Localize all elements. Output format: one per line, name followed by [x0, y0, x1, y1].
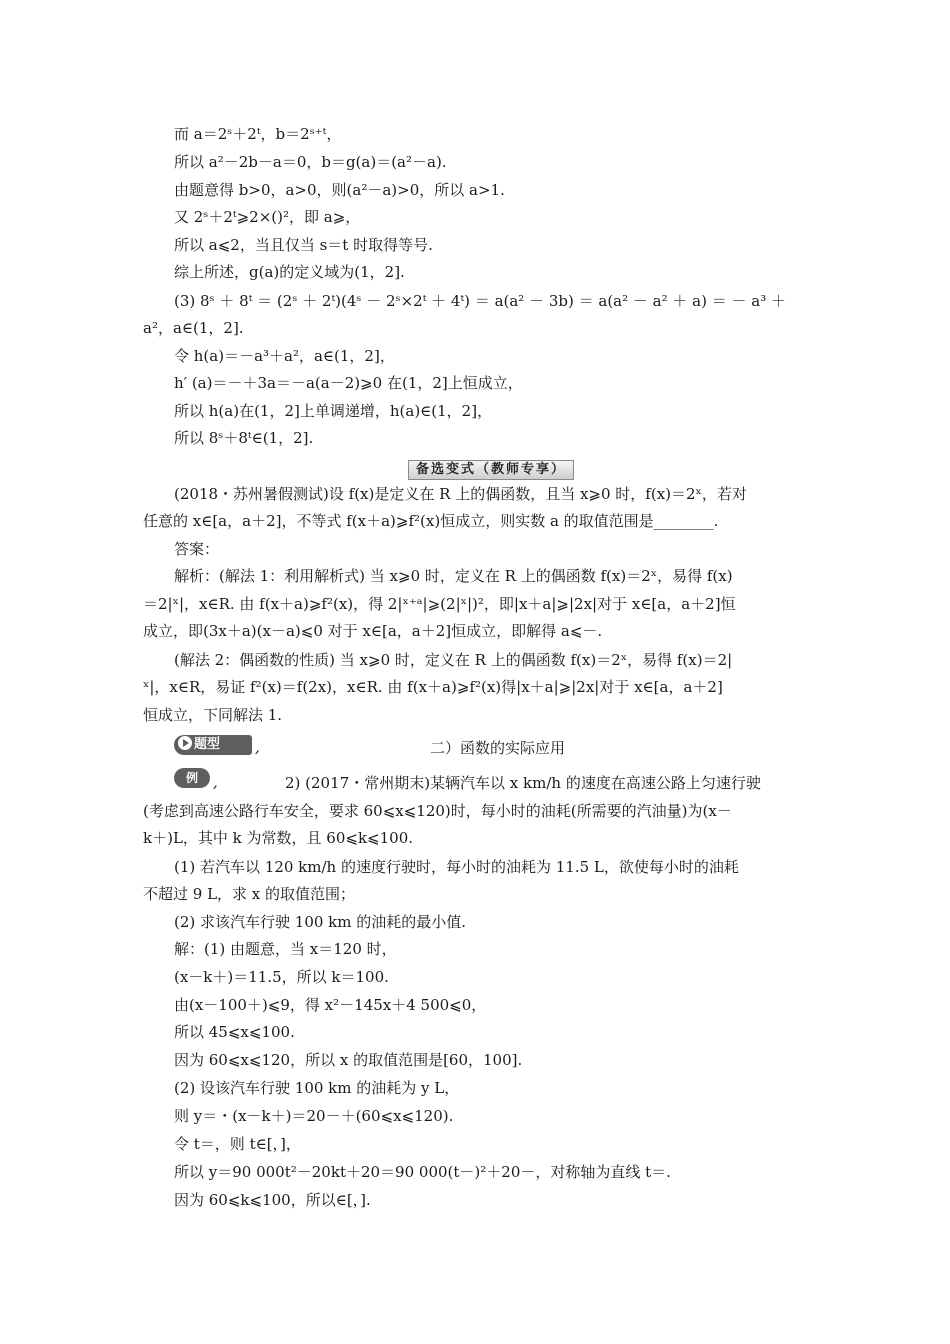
- text-line: 所以 h(a)在(1，2]上单调递增，h(a)∈(1，2]，: [174, 402, 493, 420]
- text-line: 所以 y＝90 000t²－20kt＋20＝90 000(t－)²＋20－，对称轴为直线 t＝.: [174, 1163, 671, 1181]
- comma-mark: ,: [213, 773, 218, 791]
- text-line: (2) 求该汽车行驶 100 km 的油耗的最小值.: [174, 913, 467, 931]
- text-line: 由题意得 b>0，a>0，则(a²－a)>0，所以 a>1.: [174, 181, 505, 199]
- text-line: 因为 60⩽x⩽120，所以 x 的取值范围是[60，100].: [174, 1051, 523, 1069]
- text-line: h′ (a)＝－＋3a＝－a(a－2)⩾0 在(1，2]上恒成立，: [174, 374, 523, 392]
- topic-tag: [174, 735, 252, 755]
- text-line: ˣ|，x∈R，易证 f²(x)＝f(2x)，x∈R. 由 f(x＋a)⩾f²(x)得|x＋a|⩾|2x|对于 x∈[a，a＋2]: [143, 678, 723, 696]
- text-line: 又 2ˢ＋2ᵗ⩾2×()²，即 a⩾，: [174, 208, 361, 226]
- topic-tag-label: 题型: [194, 737, 221, 752]
- text-line: 则 y＝・(x－k＋)＝20－＋(60⩽x⩽120).: [174, 1107, 454, 1125]
- teacher-variant-banner: 备选变式（教师专享）: [408, 460, 574, 480]
- text-line: 而 a＝2ˢ＋2ᵗ，b＝2ˢ⁺ᵗ，: [174, 125, 342, 143]
- text-line: 成立，即(3x＋a)(x－a)⩽0 对于 x∈[a，a＋2]恒成立，即解得 a⩽－.: [143, 622, 603, 640]
- text-line: (1) 若汽车以 120 km/h 的速度行驶时，每小时的油耗为 11.5 L，欲使每小时的油耗: [174, 858, 739, 876]
- section-heading: 二）函数的实际应用: [430, 739, 566, 757]
- text-line: k＋)L，其中 k 为常数，且 60⩽k⩽100.: [143, 829, 414, 847]
- text-line: 令 h(a)＝－a³＋a²，a∈(1，2]，: [174, 347, 395, 365]
- text-line: 综上所述，g(a)的定义域为(1，2].: [174, 263, 405, 281]
- text-line: 所以 45⩽x⩽100.: [174, 1023, 295, 1041]
- text-line: 所以 a²－2b－a＝0，b＝g(a)＝(a²－a).: [174, 153, 447, 171]
- text-line: ＝2|ˣ|，x∈R. 由 f(x＋a)⩾f²(x)，得 2|ˣ⁺ᵃ|⩾(2|ˣ|)²，即|x＋a|⩾|2x|对于 x∈[a，a＋2]恒: [143, 595, 736, 613]
- text-line: (考虑到高速公路行车安全，要求 60⩽x⩽120)时，每小时的油耗(所需要的汽油量)为(x－: [143, 802, 732, 820]
- text-line: 恒成立，下同解法 1.: [143, 706, 283, 724]
- text-line: (解法 2：偶函数的性质) 当 x⩾0 时，定义在 R 上的偶函数 f(x)＝2ˣ，易得 f(x)＝2|: [174, 651, 733, 669]
- text-line: 解：(1) 由题意，当 x＝120 时，: [174, 940, 397, 958]
- text-line: (2) 设该汽车行驶 100 km 的油耗为 y L，: [174, 1079, 460, 1097]
- text-line: 不超过 9 L，求 x 的取值范围；: [143, 885, 356, 903]
- text-line: 由(x－100＋)⩽9，得 x²－145x＋4 500⩽0，: [174, 996, 487, 1014]
- text-line: 解析：(解法 1：利用解析式) 当 x⩾0 时，定义在 R 上的偶函数 f(x)＝2ˣ，易得 f(x): [174, 567, 733, 585]
- example-tag: 例: [174, 768, 210, 788]
- text-line: 因为 60⩽k⩽100，所以∈[，].: [174, 1191, 371, 1209]
- text-line: (x－k＋)＝11.5，所以 k＝100.: [174, 968, 389, 986]
- text-line: a²，a∈(1，2].: [143, 319, 244, 337]
- text-line: 2) (2017・常州期末)某辆汽车以 x km/h 的速度在高速公路上匀速行驶: [285, 774, 761, 792]
- text-line: (2018・苏州暑假测试)设 f(x)是定义在 R 上的偶函数，且当 x⩾0 时，f(x)＝2ˣ，若对: [174, 485, 747, 503]
- text-line: 所以 a⩽2，当且仅当 s＝t 时取得等号.: [174, 236, 433, 254]
- text-line: 任意的 x∈[a，a＋2]，不等式 f(x＋a)⩾f²(x)恒成立，则实数 a 的取值范围是________.: [143, 512, 719, 530]
- text-line: 所以 8ˢ＋8ᵗ∈(1，2].: [174, 429, 314, 447]
- comma-mark: ,: [255, 738, 260, 756]
- answer-label: 答案：: [174, 540, 220, 558]
- play-arrow-icon: [178, 736, 192, 750]
- text-line: 令 t＝，则 t∈[，]，: [174, 1135, 301, 1153]
- text-line: (3) 8ˢ ＋ 8ᵗ ＝ (2ˢ ＋ 2ᵗ)(4ˢ － 2ˢ×2ᵗ ＋ 4ᵗ) ＝ a(a² － 3b) ＝ a(a² － a² ＋ a) ＝ － a³ ＋: [174, 292, 786, 310]
